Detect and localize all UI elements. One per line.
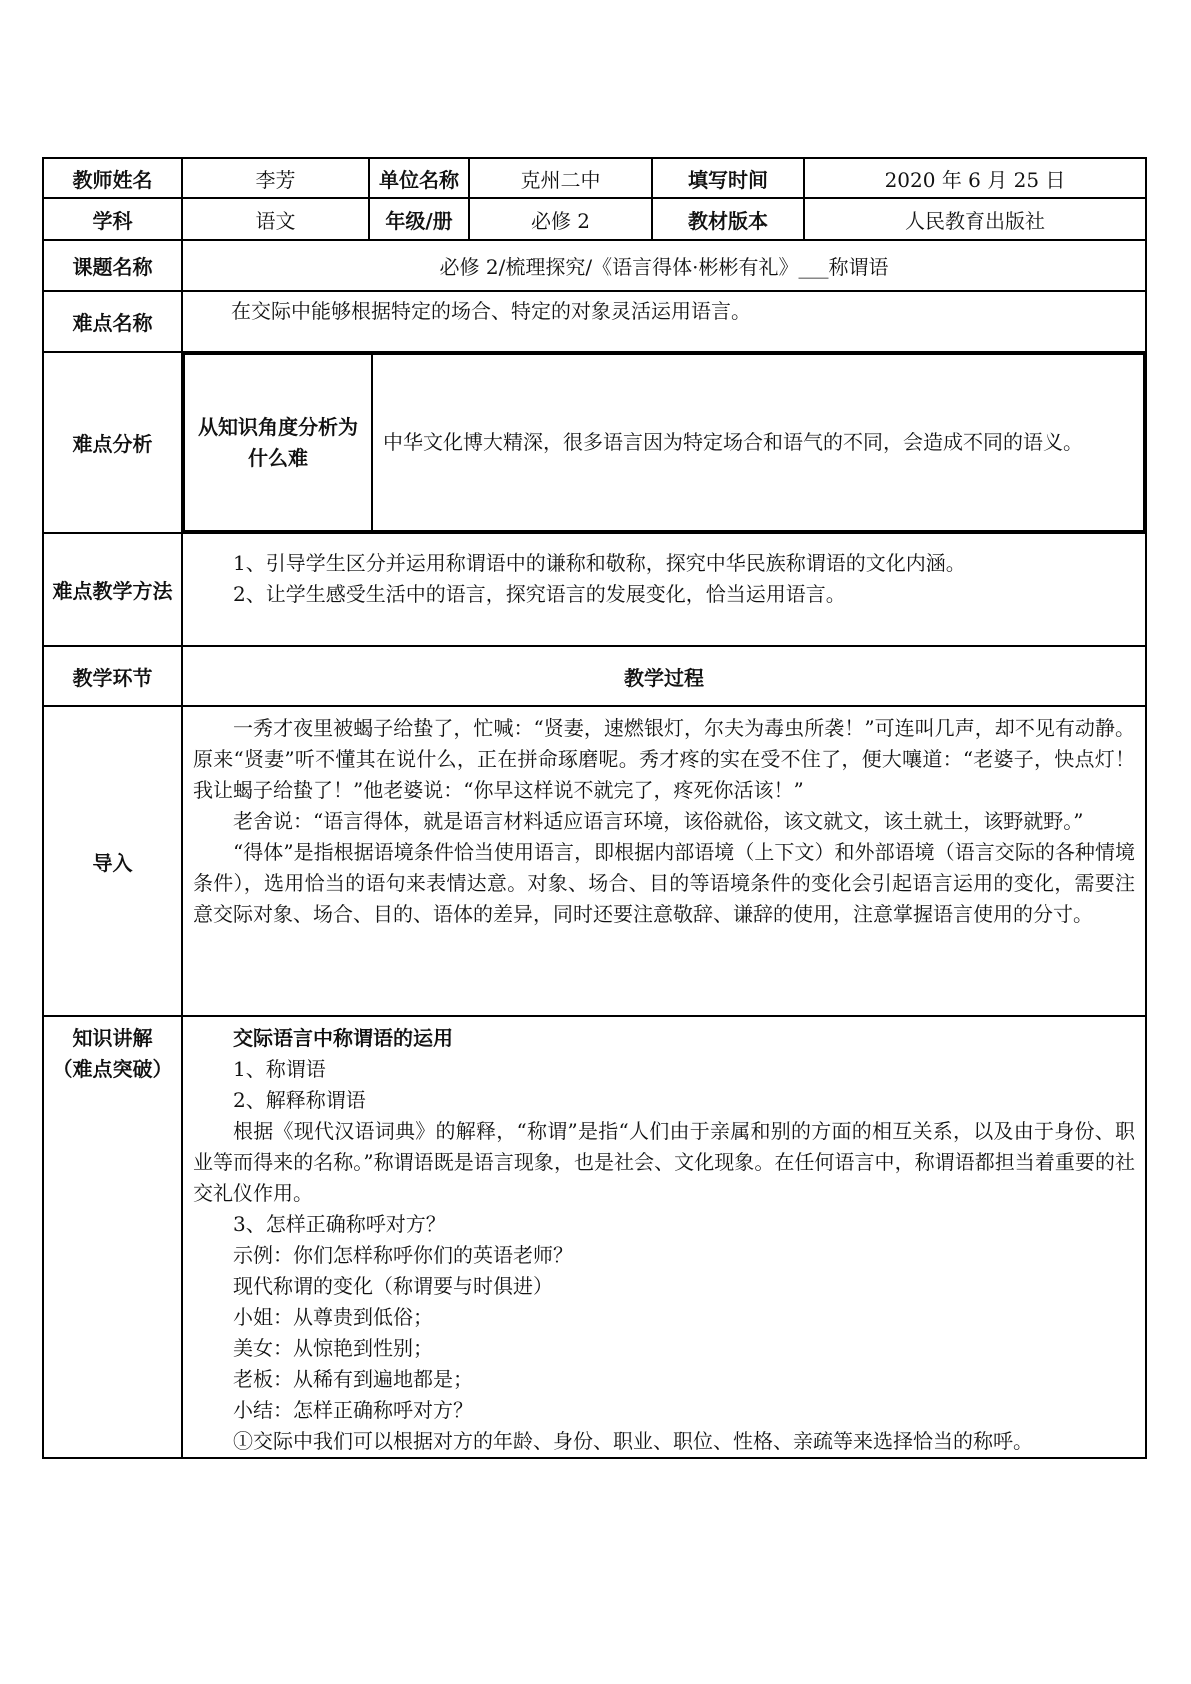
- analysis-sub-label: 从知识角度分析为什么难: [184, 354, 372, 531]
- knowledge-line-10: 小结：怎样正确称呼对方？: [233, 1398, 473, 1422]
- subject-value: 语文: [182, 198, 369, 240]
- analysis-cell: [182, 352, 1146, 533]
- method-row: [43, 533, 1146, 646]
- difficulty-value: 在交际中能够根据特定的场合、特定的对象灵活运用语言。: [231, 299, 751, 323]
- unit-name-value: 克州二中: [469, 158, 652, 198]
- analysis-label: 难点分析: [43, 352, 182, 533]
- teacher-name-value: 李芳: [182, 158, 369, 198]
- topic-row: [43, 240, 1146, 291]
- fill-date-value: 2020 年 6 月 25 日: [804, 158, 1146, 198]
- intro-cell: [182, 706, 1146, 1016]
- difficulty-cell: [182, 291, 1146, 352]
- topic-label: 课题名称: [43, 240, 182, 291]
- knowledge-cell: [182, 1016, 1146, 1458]
- info-row-2: [43, 198, 1146, 240]
- subject-label: 学科: [43, 198, 182, 240]
- lesson-plan-page: [42, 157, 1145, 1459]
- knowledge-line-7: 小姐：从尊贵到低俗；: [233, 1305, 433, 1329]
- intro-row: [43, 706, 1146, 1016]
- intro-label: 导入: [43, 706, 182, 1016]
- knowledge-label-cell: [43, 1016, 182, 1458]
- knowledge-line-1: 1、称谓语: [233, 1057, 326, 1081]
- edition-label: 教材版本: [652, 198, 804, 240]
- knowledge-row: [43, 1016, 1146, 1458]
- knowledge-line-8: 美女：从惊艳到性别；: [233, 1336, 433, 1360]
- intro-paragraph-3: “得体”是指根据语境条件恰当使用语言，即根据内部语境（上下文）和外部语境（语言交际的各种情境条件），选用恰当的语句来表情达意。对象、场合、目的等语境条件的变化会引起语言运用的变化，需要注意交际对象、场合、目的、语体的差异，同时还要注意敬辞、谦辞的使用，注意掌握语言使用的分寸。: [193, 840, 1135, 926]
- process-section-label: 教学环节: [43, 646, 182, 706]
- teacher-name-label: 教师姓名: [43, 158, 182, 198]
- knowledge-line-2: 2、解释称谓语: [233, 1088, 366, 1112]
- intro-paragraph-2: 老舍说：“语言得体，就是语言材料适应语言环境，该俗就俗，该文就文，该土就土，该野就野。”: [233, 809, 1084, 833]
- knowledge-line-4: 3、怎样正确称呼对方？: [233, 1212, 446, 1236]
- analysis-row: [43, 352, 1146, 533]
- intro-paragraph-1: 一秀才夜里被蝎子给蛰了，忙喊：“贤妻，速燃银灯，尔夫为毒虫所袭！”可连叫几声，却不见有动静。原来“贤妻”听不懂其在说什么，正在拼命琢磨呢。秀才疼的实在受不住了，便大嚷道：“老婆子，快点灯！我让蝎子给蛰了！”他老婆说：“你早这样说不就完了，疼死你活该！”: [193, 716, 1135, 802]
- info-row-1: [43, 158, 1146, 198]
- difficulty-label: 难点名称: [43, 291, 182, 352]
- process-header-row: [43, 646, 1146, 706]
- method-label: 难点教学方法: [43, 533, 182, 646]
- difficulty-row: [43, 291, 1146, 352]
- lesson-plan-table: [42, 157, 1147, 1459]
- unit-name-label: 单位名称: [369, 158, 469, 198]
- knowledge-title: 交际语言中称谓语的运用: [233, 1026, 453, 1050]
- method-cell: [182, 533, 1146, 646]
- knowledge-label: 知识讲解: [72, 1026, 153, 1050]
- grade-label: 年级/册: [369, 198, 469, 240]
- method-item-2: 2、让学生感受生活中的语言，探究语言的发展变化，恰当运用语言。: [233, 582, 846, 606]
- knowledge-line-6: 现代称谓的变化（称谓要与时俱进）: [233, 1274, 553, 1298]
- grade-value: 必修 2: [469, 198, 652, 240]
- fill-date-label: 填写时间: [652, 158, 804, 198]
- knowledge-line-5: 示例：你们怎样称呼你们的英语老师？: [233, 1243, 573, 1267]
- knowledge-sub-label: （难点突破）: [52, 1057, 173, 1081]
- knowledge-line-9: 老板：从稀有到遍地都是；: [233, 1367, 473, 1391]
- topic-value: 必修 2/梳理探究/《语言得体·彬彬有礼》___称谓语: [182, 240, 1146, 291]
- edition-value: 人民教育出版社: [804, 198, 1146, 240]
- analysis-value: 中华文化博大精深，很多语言因为特定场合和语气的不同，会造成不同的语义。: [372, 354, 1144, 531]
- process-section-title: 教学过程: [182, 646, 1146, 706]
- knowledge-line-11: ①交际中我们可以根据对方的年龄、身份、职业、职位、性格、亲疏等来选择恰当的称呼。: [233, 1429, 1033, 1453]
- method-item-1: 1、引导学生区分并运用称谓语中的谦称和敬称，探究中华民族称谓语的文化内涵。: [233, 551, 966, 575]
- knowledge-line-3: 根据《现代汉语词典》的解释，“称谓”是指“人们由于亲属和别的方面的相互关系，以及由于身份、职业等而得来的名称。”称谓语既是语言现象，也是社会、文化现象。在任何语言中，称谓语都担当着重要的社交礼仪作用。: [193, 1119, 1135, 1205]
